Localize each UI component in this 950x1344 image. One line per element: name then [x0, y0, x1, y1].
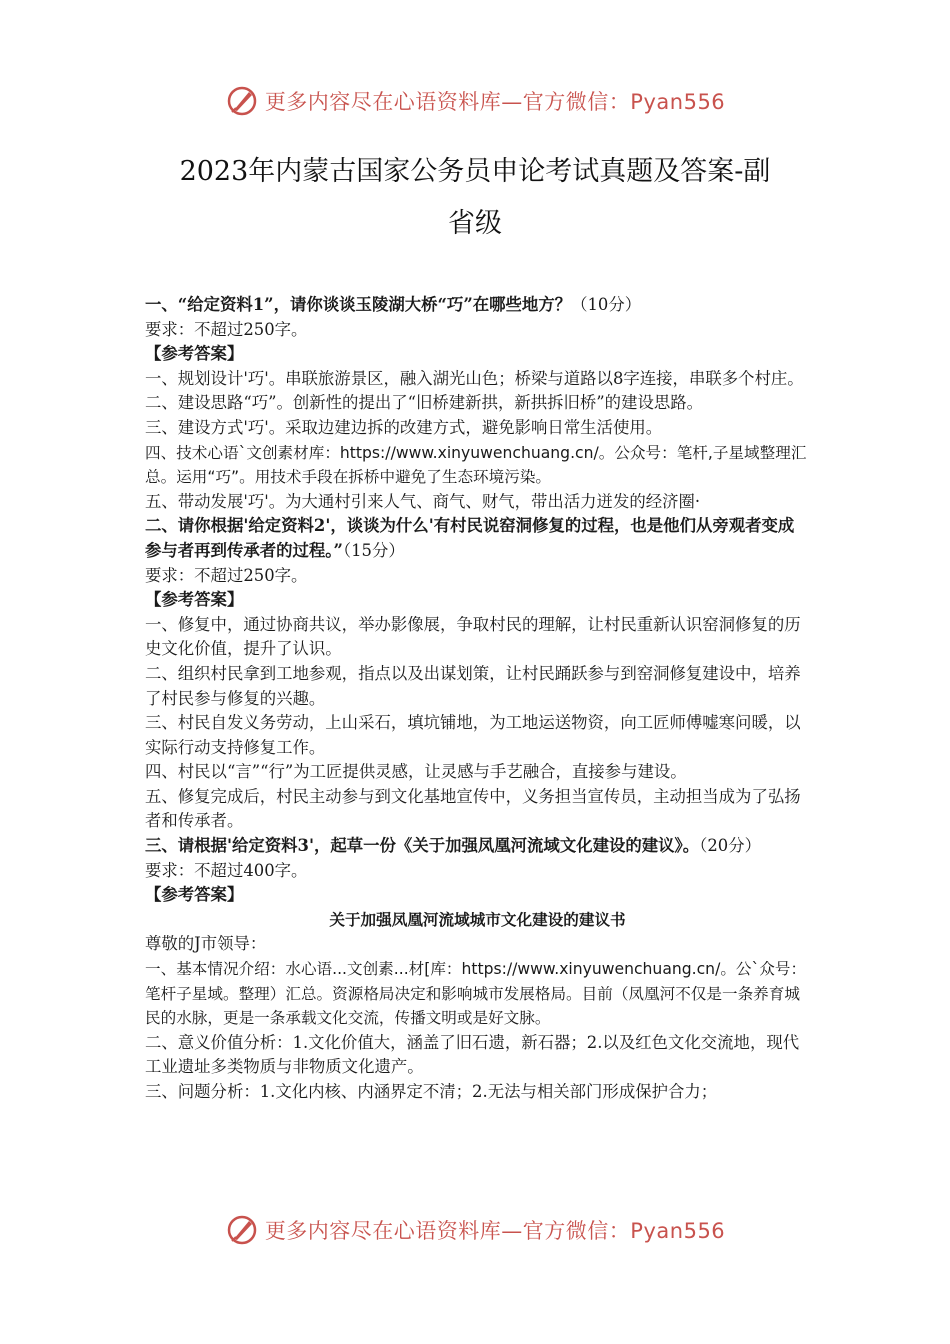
question-2: [145, 514, 810, 563]
q1-answer-item: 四、技术心语`文创素材库：https://www.xinyuwenchuang.cn/。公众号：笔杆,子星域整理汇总。运用“巧”。用技术手段在拆桥中避免了生态环境污染。: [145, 443, 807, 487]
question-1-score: （10分）: [571, 295, 642, 314]
title-line-1: 2023年内蒙古国家公务员申论考试真题及答案-副: [179, 156, 771, 187]
question-1-text: 一、“给定资料1”，请你谈谈玉陵湖大桥“巧”在哪些地方？: [145, 295, 572, 314]
q2-answer-head: 【参考答案】: [145, 590, 244, 610]
header-watermark: [0, 79, 950, 123]
q1-answer-head: 【参考答案】: [145, 344, 244, 364]
q2-answer-item: 一、修复中，通过协商共议，举办影像展，争取村民的理解，让村民重新认识窑洞修复的历史文化价值，提升了认识。: [145, 614, 801, 659]
q1-answer-item: 三、建设方式'巧'。采取边建边拆的改建方式，避免影响日常生活使用。: [145, 417, 663, 437]
q3-document-title: 关于加强凤凰河流域城市文化建设的建议书: [329, 910, 626, 929]
page-title: [100, 146, 850, 250]
q2-answer-item: 二、组织村民拿到工地参观，指点以及出谋划策，让村民踊跃参与到窑洞修复建设中，培养了村民参与修复的兴趣。: [145, 663, 801, 708]
q3-answer-item: 二、意义价值分析：1.文化价值大，涵盖了旧石遗，新石器；2.以及红色文化交流地，现代工业遗址多类物质与非物质文化遗产。: [145, 1032, 800, 1077]
q1-requirement: 要求：不超过250字。: [145, 319, 308, 339]
document-body: [145, 293, 810, 1105]
q3-requirement: 要求：不超过400字。: [145, 860, 308, 880]
q3-answer-head: 【参考答案】: [145, 885, 244, 905]
quill-logo-icon: [225, 1213, 259, 1247]
footer-watermark-text: 更多内容尽在心语资料库—官方微信：Pyan556: [264, 1219, 726, 1243]
q2-requirement: 要求：不超过250字。: [145, 565, 308, 585]
title-line-2: 省级: [448, 208, 502, 239]
q2-answer-item: 三、村民自发义务劳动，上山采石，填坑铺地，为工地运送物资，向工匠师傅嘘寒问暖，以实际行动支持修复工作。: [145, 713, 801, 757]
q2-answer-item: 五、修复完成后，村民主动参与到文化基地宣传中，义务担当宣传员，主动担当成为了弘扬者和传承者。: [145, 786, 801, 831]
q1-answer-item: 五、带动发展'巧'。为大通村引来人气、商气、财气，带出活力迸发的经济圈·: [145, 491, 701, 511]
question-3-score: （20分）: [699, 836, 761, 856]
q3-salutation: 尊敬的J市领导：: [145, 934, 267, 954]
q3-answer-item: 一、基本情况介绍：水心语...文创素...材[库：https://www.xinyuwenchuang.cn/。公`众号：笔杆子星域。整理）汇总。资源格局决定和影响城市发展格局。目前（凤凰河不仅是一条养育城民的水脉，更是一条承载文化交流，传播文明或是好文脉。: [145, 960, 807, 1028]
question-1: [145, 293, 810, 318]
q2-answer-item: 四、村民以“言”“行”为工匠提供灵感，让灵感与手艺融合，直接参与建设。: [145, 762, 687, 782]
quill-logo-icon: [225, 84, 259, 118]
footer-watermark: [0, 1208, 950, 1252]
question-3-text: 三、请根据'给定资料3'，起草一份《关于加强凤凰河流域文化建设的建议》。: [145, 836, 700, 856]
question-2-score: （15分）: [342, 540, 405, 560]
header-watermark-text: 更多内容尽在心语资料库—官方微信：Pyan556: [264, 90, 726, 114]
q1-answer-item: 一、规划设计'巧'。串联旅游景区，融入湖光山色；桥梁与道路以8字连接，串联多个村庄。: [145, 368, 804, 388]
question-2-text: 二、请你根据'给定资料2'，谈谈为什么'有村民说窑洞修复的过程，也是他们从旁观者变成参与者再到传承者的过程。”: [145, 516, 795, 560]
question-3: [145, 834, 810, 859]
q3-answer-item: 三、问题分析：1.文化内核、内涵界定不清；2.无法与相关部门形成保护合力；: [145, 1082, 718, 1101]
q1-answer-item: 二、建设思路“巧”。创新性的提出了“旧桥建新拱，新拱拆旧桥”的建设思路。: [145, 393, 704, 413]
